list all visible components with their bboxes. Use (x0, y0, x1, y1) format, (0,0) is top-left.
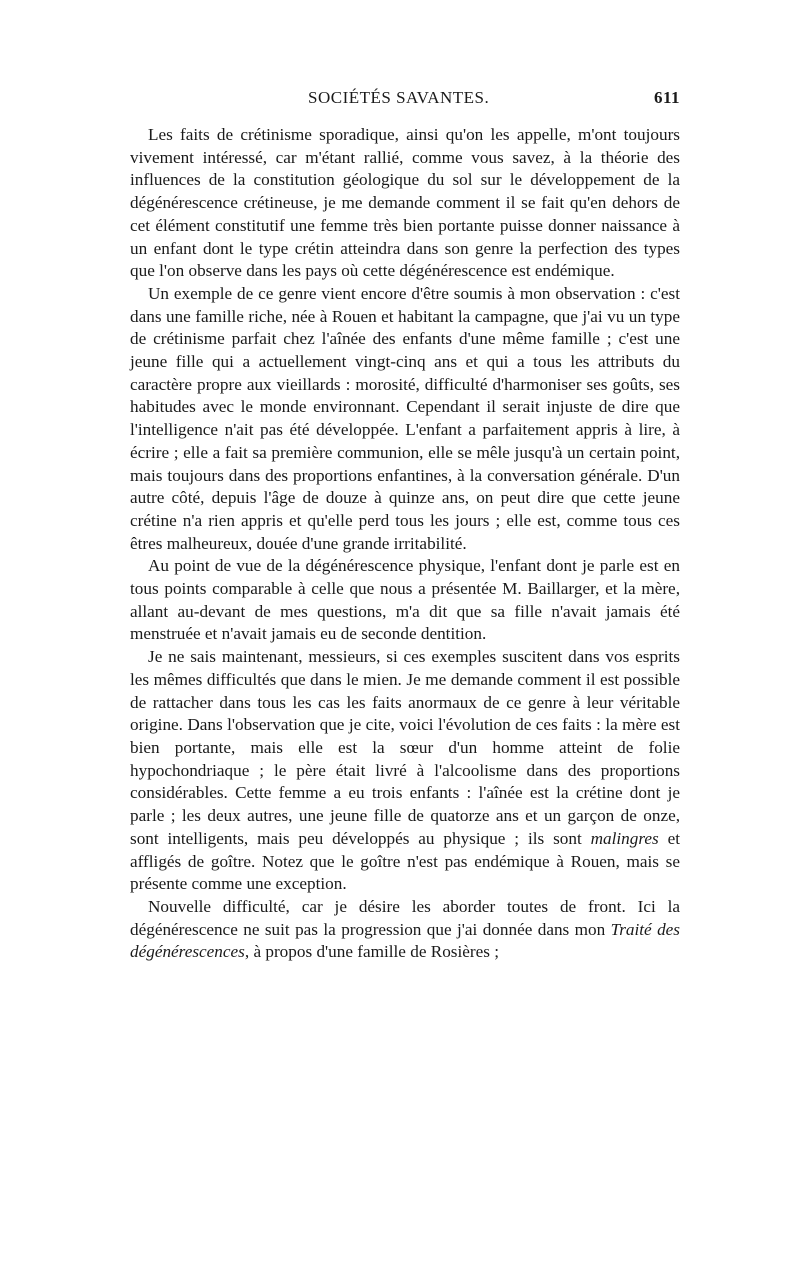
paragraph-2-text: Un exemple de ce genre vient encore d'être soumis à mon observation : c'est dans une famille riche, née à Rouen et habitant la campagne, que j'ai vu un type de crétinisme parfait chez l'aînée des enfants d'une même famille ; c'est une jeune fille qui a actuellement vingt-cinq ans et qui a tous les attributs du caractère propre aux vieillards : morosité, difficulté d'harmoniser ses goûts, ses habitudes avec le monde environnant. Cependant il serait injuste de dire que l'intelligence n'ait pas été développée. L'enfant a parfaitement appris à lire, à écrire ; elle a fait sa première communion, elle se mêle jusqu'à un certain point, mais toujours dans des proportions enfantines, à la conversation générale. D'un autre côté, depuis l'âge de douze à quinze ans, on peut dire que cette jeune crétine n'a rien appris et qu'elle perd tous les jours ; elle est, comme tous ces êtres malheureux, douée d'une grande irritabilité. (130, 283, 680, 553)
paragraph-4-text-after: et affligés de goître. Notez que le goître n'est pas endémique à Rouen, mais se présente comme une exception. (130, 828, 681, 894)
paragraph-4-text: Je ne sais maintenant, messieurs, si ces exemples suscitent dans vos esprits les mêmes difficultés que dans le mien. Je me demande comment il est possible de rattacher dans tous les cas les faits anormaux de ce genre à leur véritable origine. Dans l'observation que je cite, voici l'évolution de ces faits : la mère est bien portante, mais elle est la sœur d'un homme atteint de folie hypochondriaque ; le père était livré à l'alcoolisme dans des proportions considérables. Cette femme a eu trois enfants : l'aînée est la crétine dont je parle ; les deux autres, une jeune fille de quatorze ans et un garçon de onze, sont intelligents, mais peu développés au physique ; ils sont (130, 647, 680, 848)
paragraph-5-text-after: , à propos d'une famille de Rosières ; (244, 942, 500, 962)
paragraph-3-text: Au point de vue de la dégénérescence physique, l'enfant dont je parle est en tous points comparable à celle que nous a présentée M. Baillarger, et la mère, allant au-devant de mes questions, m'a dit que sa fille n'avait jamais été menstruée et n'avait jamais eu de seconde dentition. (130, 556, 680, 644)
page-number: 611 (653, 88, 680, 107)
paragraph-3 (130, 555, 680, 646)
paragraph-5 (130, 896, 680, 964)
paragraph-1-text: Les faits de crétinisme sporadique, ainsi qu'on les appelle, m'ont toujours vivement intéressé, car m'étant rallié, comme vous savez, à la théorie des influences de la constitution géologique du sol sur le développement de la dégénérescence crétineuse, je me demande comment il se fait qu'en dehors de cet élément constitutif une femme très bien portante puisse donner naissance à un enfant dont le type crétin atteindra dans son genre la perfection des types que l'on observe dans les pays où cette dégénérescence est endémique. (130, 125, 680, 281)
running-head (130, 88, 680, 124)
paragraph-5-text: Nouvelle difficulté, car je désire les aborder toutes de front. Ici la dégénérescence ne suit pas la progression que j'ai donnée dans mon (130, 896, 680, 939)
paragraph-5-italic: Traité des dégénérescences (130, 919, 680, 962)
paragraph-4 (130, 646, 680, 896)
paragraph-4-italic: malingres (590, 828, 659, 848)
paragraph-1 (130, 124, 680, 283)
book-page (130, 88, 680, 964)
paragraph-2 (130, 283, 680, 555)
running-title: SOCIÉTÉS SAVANTES. (308, 88, 490, 107)
body-text (130, 124, 680, 964)
